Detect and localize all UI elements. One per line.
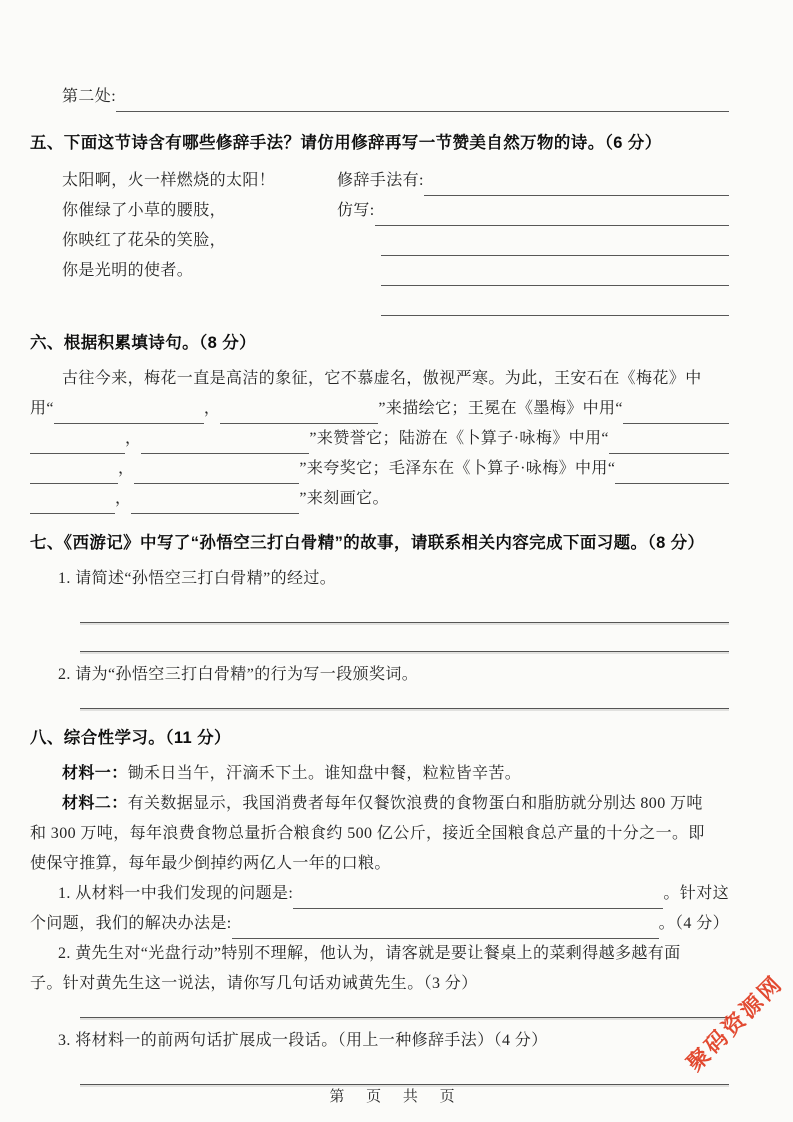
verse-blank — [30, 489, 115, 514]
section6-line2-tail: ”来描绘它；王冕在《墨梅》中用“ — [378, 400, 623, 417]
verse-blank — [615, 459, 729, 484]
section8-q3-answer-line — [80, 1056, 729, 1085]
poem-line-1: 太阳啊，火一样燃烧的太阳！ — [62, 172, 276, 189]
section8-q3: 3. 将材料一的前两句话扩展成一段话。（用上一种修辞手法）（4 分） — [58, 1032, 548, 1049]
section7-q1: 1. 请简述“孙悟空三打白骨精”的经过。 — [58, 570, 337, 587]
material1-row — [30, 759, 729, 789]
page-footer: 第 页 共 页 — [329, 1089, 464, 1105]
section7-q2: 2. 请为“孙悟空三打白骨精”的行为写一段颁奖词。 — [58, 666, 419, 683]
section8-q2-answer-line — [80, 999, 729, 1018]
section6-line3 — [30, 424, 729, 454]
section6-intro: 古往今来，梅花一直是高洁的象征，它不慕虚名，傲视严寒。为此，王安石在《梅花》中 — [62, 370, 702, 387]
section7-q2-answer-line — [80, 690, 729, 709]
section6-line5 — [30, 484, 729, 514]
material2-line3: 使保守推算，每年最少倒掉约两亿人一年的口粮。 — [30, 855, 391, 872]
verse-blank — [134, 459, 299, 484]
section6-line4-tail: ”来夸奖它；毛泽东在《卜算子·咏梅》中用“ — [299, 460, 616, 477]
section8-q1-answer-blank — [293, 884, 663, 909]
verse-blank — [220, 399, 378, 424]
section8-q1-row2 — [30, 909, 729, 939]
site-watermark: 聚码资源网 — [681, 970, 788, 1077]
material2-line1 — [30, 789, 729, 819]
section7-q1-answer-line-2 — [80, 623, 729, 652]
section6-heading: 六、根据积累填诗句。（8 分） — [30, 334, 257, 352]
section8-heading: 八、综合性学习。（11 分） — [30, 729, 231, 747]
poem-line-3: 你映红了花朵的笑脸， — [62, 232, 227, 249]
section5-body — [30, 166, 729, 316]
section6-line2-text: 用“ — [30, 400, 54, 417]
section6-line3-tail: ”来赞誉它；陆游在《卜算子·咏梅》中用“ — [309, 430, 609, 447]
verse-comma: ， — [125, 430, 142, 447]
section8-q2-line1: 2. 黄先生对“光盘行动”特别不理解，他认为，请客就是要让餐桌上的菜剩得越多越有面 — [58, 945, 681, 962]
section6-line5-tail: ”来刻画它。 — [299, 490, 389, 507]
second-instance-answer-line — [116, 87, 729, 112]
section6-line2 — [30, 394, 729, 424]
verse-blank — [30, 429, 125, 454]
poem-line-2: 你催绿了小草的腰肢， — [62, 202, 227, 219]
imitation-extra-row — [337, 226, 729, 256]
verse-comma: ， — [115, 490, 132, 507]
imitation-answer-line-3 — [381, 261, 729, 286]
poem-block — [62, 166, 337, 316]
devices-label: 修辞手法有: — [337, 172, 424, 189]
verse-blank — [54, 399, 204, 424]
section6-line4 — [30, 454, 729, 484]
section5-heading: 五、下面这节诗含有哪些修辞手法？请仿用修辞再写一节赞美自然万物的诗。（6 分） — [30, 134, 662, 152]
devices-answer-line — [424, 171, 729, 196]
material1-text: 锄禾日当午，汗滴禾下土。谁知盘中餐，粒粒皆辛苦。 — [127, 765, 522, 782]
verse-blank — [609, 429, 729, 454]
verse-blank — [141, 429, 309, 454]
section8-q1b-prompt: 个问题，我们的解决办法是: — [30, 915, 232, 932]
section8-q1-row1 — [30, 879, 729, 909]
poem-line-4: 你是光明的使者。 — [62, 262, 194, 279]
material2-label: 材料二： — [62, 795, 128, 812]
imitation-answer-line-1 — [375, 201, 729, 226]
imitation-answer-line-4 — [381, 291, 729, 316]
verse-comma: ， — [118, 460, 135, 477]
imitation-answer-line-2 — [381, 231, 729, 256]
verse-blank — [131, 489, 299, 514]
verse-blank — [623, 399, 729, 424]
material2-text-1: 有关数据显示，我国消费者每年仅餐饮浪费的食物蛋白和脂肪就分别达 800 万吨 — [127, 795, 703, 812]
imitation-extra-row — [337, 286, 729, 316]
section7-heading: 七、《西游记》中写了“孙悟空三打白骨精”的故事，请联系相关内容完成下面习题。（8 分） — [30, 534, 705, 552]
section8-q1b-answer-blank — [232, 914, 659, 939]
section8-q1-prompt: 1. 从材料一中我们发现的问题是: — [58, 885, 294, 902]
section8-q1-tail: 。针对这 — [663, 885, 729, 902]
material2-line2: 和 300 万吨，每年浪费食物总量折合粮食约 500 亿公斤，接近全国粮食总产量的十分之一。即 — [30, 825, 705, 842]
section8-q1b-score: 。（4 分） — [658, 915, 729, 932]
section5-answers — [337, 166, 729, 316]
material1-label: 材料一： — [62, 765, 128, 782]
imitation-row — [337, 196, 729, 226]
imitation-label: 仿写: — [337, 202, 375, 219]
verse-comma: ， — [203, 400, 221, 417]
imitation-extra-row — [337, 256, 729, 286]
section8-q2-line2: 子。针对黄先生这一说法，请你写几句话劝诫黄先生。（3 分） — [30, 975, 478, 992]
devices-row — [337, 166, 729, 196]
second-instance-label: 第二处: — [62, 88, 117, 105]
section7-q1-answer-line-1 — [80, 594, 729, 623]
second-instance-row — [30, 82, 729, 112]
verse-blank — [30, 459, 118, 484]
